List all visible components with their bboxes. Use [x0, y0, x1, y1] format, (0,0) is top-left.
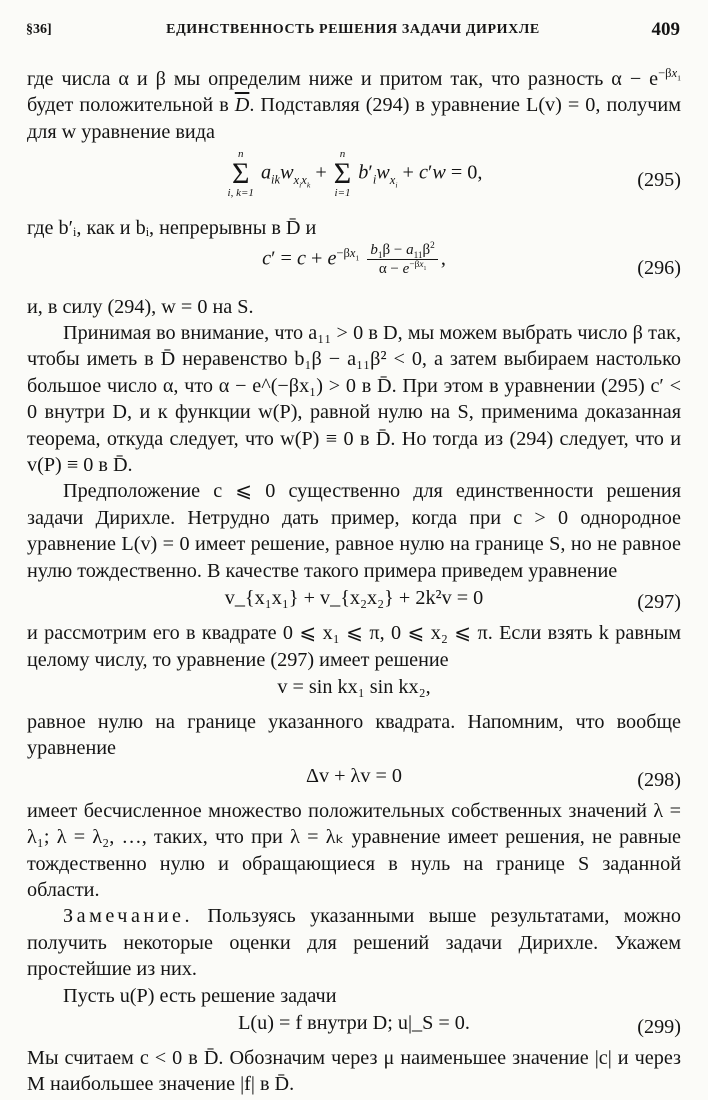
equation-295: n Σ i, k=1 $a_{ik}w_{x_ix_k}$ + n Σ i=1 $b'_iw_{x_i} + c'w = 0$, (295)	[227, 148, 681, 200]
paragraph: Предположение c ⩽ 0 существенно для единственности решения задачи Дирихле. Нетрудно дать пример, когда при c > 0 однородное уравнение L(v) = 0 имеет решение, равное нулю на границе S, но не равное нулю тождественно. В качестве такого примера приведем уравнение	[27, 480, 681, 582]
equation-solution	[27, 673, 681, 709]
paragraph: Принимая во внимание, что a₁₁ > 0 в D, мы можем выбрать число β так, чтобы иметь в D̄ неравенство b₁β − a₁₁β² < 0, а затем выбираем настолько большое число α, что α − e^(−βx₁) > 0 в D̄. При этом в уравнении (295) c′ < 0 внутри D, и к функции w(P), равной нулю на S, применима доказанная теорема, откуда следует, что w(P) ≡ 0 в D̄. Но тогда из (294) следует, что и v(P) ≡ 0 в D̄.	[27, 322, 681, 477]
text-span: будет положительной в	[27, 94, 235, 117]
formula: L(u) = f внутри D; u|_S = 0.	[238, 1012, 470, 1035]
text-span: Пользуясь указанными выше результатами, можно получить некоторые оценки для решений задачи Дирихле. Укажем простейшие из них.	[27, 905, 681, 981]
text-span: где числа α и β мы определим ниже и притом так, что разность α − e	[27, 68, 659, 90]
page-number: 409	[651, 19, 680, 40]
paragraph: Мы считаем c < 0 в D̄. Обозначим через μ наименьшее значение |c| и через M наибольшее значение |f| в D̄.	[27, 1046, 681, 1096]
running-title: ЕДИНСТВЕННОСТЬ РЕШЕНИЯ ЗАДАЧИ ДИРИХЛЕ	[166, 22, 540, 37]
equation-296: $c' = c + e^{-\beta x_1}$ $\frac{b_1\beta - a_{11}\beta^2}{\alpha - e^{-\beta x_1}}$ , (296)	[27, 242, 681, 294]
formula: v = sin kx₁ sin kx₂,	[277, 676, 431, 699]
paragraph: и, в силу (294), w = 0 на S.	[27, 295, 254, 318]
paragraph: и рассмотрим его в квадрате 0 ⩽ x₁ ⩽ π, 0 ⩽ x₂ ⩽ π. Если взять k равным целому числу, то уравнение (297) имеет решение	[27, 622, 681, 671]
page-body	[27, 66, 681, 1098]
formula: v_{x₁x₁} + v_{x₂x₂} + 2k²v = 0	[224, 587, 484, 610]
equation-number: (295)	[637, 169, 681, 192]
paragraph: где числа α и β мы определим ниже и притом так, что разность $\alpha - e^{-\beta x_1}$ будет положительной в $\overline{D}$. Подставляя (294) в уравнение L(v) = 0, получим для w уравнение вида	[27, 66, 681, 143]
equation-299	[27, 1009, 681, 1045]
equation-297	[27, 584, 681, 620]
equation-number: (296)	[637, 256, 681, 279]
paragraph: где b′ᵢ, как и bᵢ, непрерывны в D̄ и	[27, 217, 317, 240]
equation-number: (298)	[637, 768, 681, 791]
section-marker: §36]	[26, 22, 52, 37]
paragraph	[27, 903, 681, 982]
paragraph: равное нулю на границе указанного квадрата. Напомним, что вообще уравнение	[27, 710, 681, 760]
equation-number: (297)	[637, 590, 681, 613]
equation-298	[27, 762, 681, 798]
text-span: . Подставляя (294) в уравнение L(v) = 0, получим для w уравнение вида	[27, 94, 681, 143]
equation-number: (299)	[637, 1015, 681, 1038]
remark-label: Замечание.	[63, 905, 194, 928]
paragraph: имеет бесчисленное множество положительных собственных значений λ = λ₁; λ = λ₂, …, таких, что при λ = λₖ уравнение имеет решения, не равные тождественно нулю и обращающиеся в нуль на границе S заданной области.	[27, 799, 681, 901]
paragraph: Пусть u(P) есть решение задачи	[63, 984, 337, 1007]
running-header	[26, 19, 680, 48]
formula: Δv + λv = 0	[305, 764, 402, 787]
